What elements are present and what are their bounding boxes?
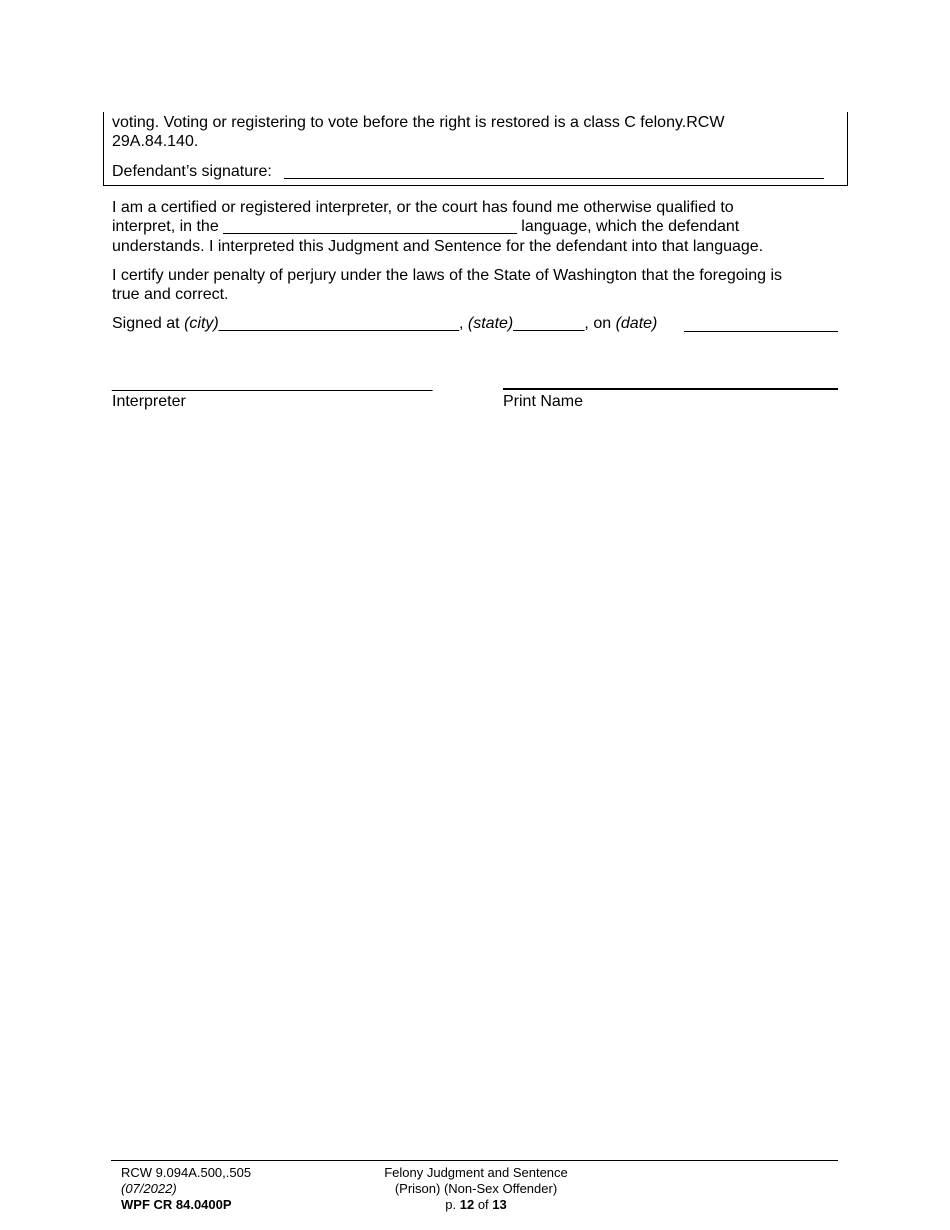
- interpreter-statement-line-3: understands. I interpreted this Judgment and Sentence for the defendant into that language.: [112, 238, 764, 255]
- interpreter-statement-suffix: language, which the defendant: [521, 218, 740, 235]
- print-name-line[interactable]: [503, 388, 838, 390]
- interpreter-label: Interpreter: [112, 393, 186, 410]
- signed-at-prefix: Signed at: [112, 315, 180, 332]
- certification-line-1: I certify under penalty of perjury under the laws of the State of Washington that the foregoing is: [112, 267, 783, 284]
- footer-rcw: RCW 9.094A.500,.505: [121, 1165, 252, 1180]
- page-total: 13: [492, 1197, 507, 1212]
- print-name-label: Print Name: [503, 393, 584, 410]
- footer-title-line-1: Felony Judgment and Sentence: [384, 1165, 568, 1180]
- separator-on: , on: [584, 315, 612, 332]
- footer-form-id: WPF CR 84.0400P: [121, 1197, 232, 1212]
- separator-comma: ,: [458, 315, 464, 332]
- state-label: (state): [467, 315, 514, 332]
- footer-title-line-2: (Prison) (Non-Sex Offender): [394, 1181, 558, 1196]
- footer-rule: [111, 1160, 838, 1161]
- date-signature-line[interactable]: [684, 331, 838, 332]
- page-current: 12: [459, 1197, 475, 1212]
- signed-at-line: [112, 314, 657, 333]
- page-prefix: p.: [445, 1197, 457, 1212]
- footer-page-number: [346, 1197, 606, 1213]
- defendant-signature-line[interactable]: [284, 178, 824, 179]
- interpreter-statement-line-2: [112, 217, 739, 236]
- box-text-line-2: 29A.84.140.: [112, 133, 199, 150]
- interpreter-statement-line-1: I am a certified or registered interpreter, or the court has found me otherwise qualified to: [112, 199, 734, 216]
- city-label: (city): [184, 315, 219, 332]
- certification-line-2: true and correct.: [112, 286, 229, 303]
- box-text-line-1: voting. Voting or registering to vote before the right is restored is a class C felony.RCW: [112, 114, 725, 131]
- date-label: (date): [615, 315, 658, 332]
- state-blank[interactable]: ________: [513, 315, 585, 332]
- page-of: of: [477, 1197, 489, 1212]
- defendant-signature-label: Defendant’s signature:: [112, 163, 272, 180]
- interpreter-signature-blank[interactable]: ____________________________________: [112, 375, 433, 392]
- city-blank[interactable]: ___________________________: [218, 315, 459, 332]
- language-blank[interactable]: _________________________________: [223, 218, 517, 235]
- footer-date: (07/2022): [121, 1181, 177, 1196]
- interpreter-statement-prefix: interpret, in the: [112, 218, 219, 235]
